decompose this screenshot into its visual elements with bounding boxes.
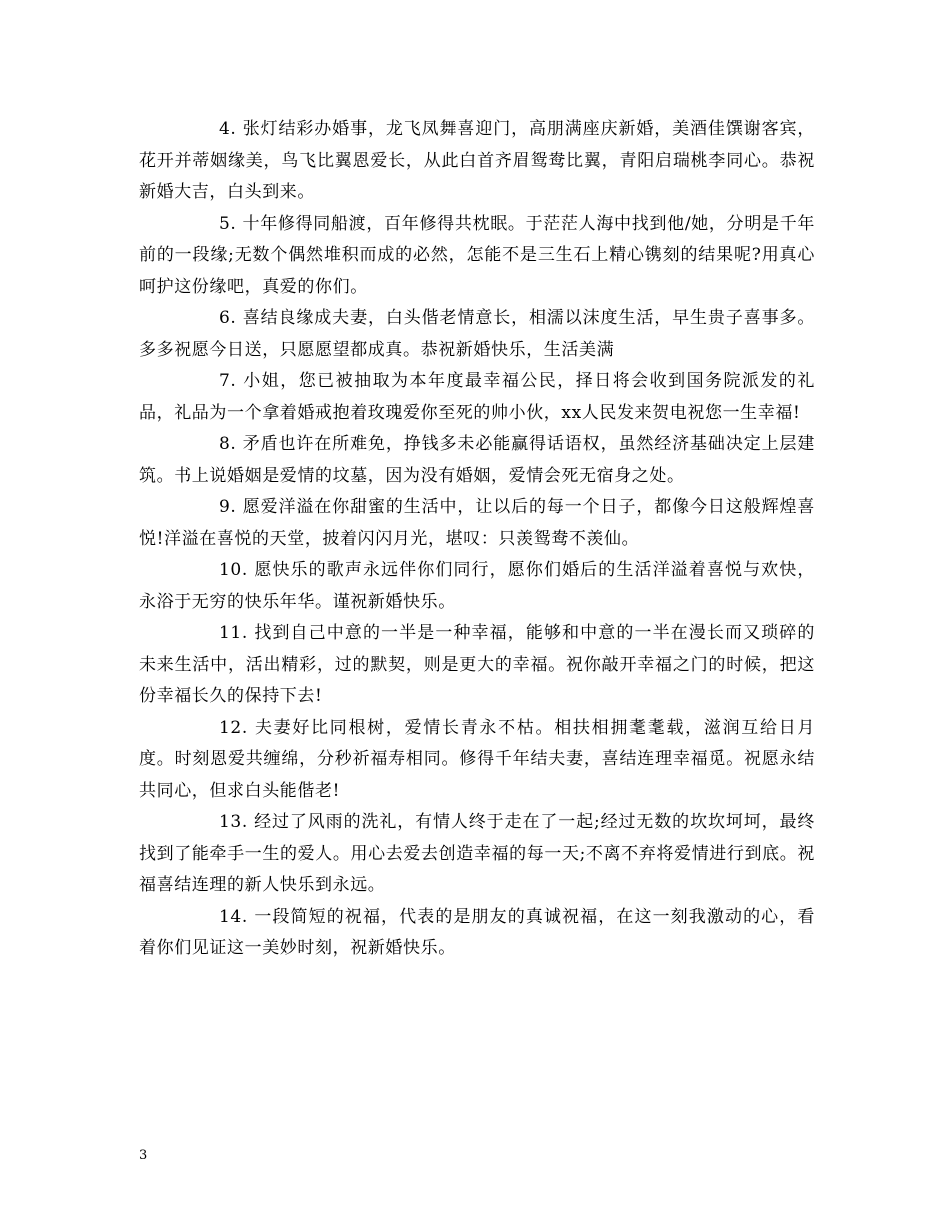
paragraph-7: 7. 小姐，您已被抽取为本年度最幸福公民，择日将会收到国务院派发的礼品，礼品为一个拿着婚戒抱着玫瑰爱你至死的帅小伙，xx人民发来贺电祝您一生幸福!: [139, 371, 815, 423]
page-number: 3: [139, 1148, 148, 1163]
paragraph-12: 12. 夫妻好比同根树，爱情长青永不枯。相扶相拥耄耄载，滋润互给日月度。时刻恩爱共缠绵，分秒祈福寿相同。修得千年结夫妻，喜结连理幸福觅。祝愿永结共同心，但求白头能偕老!: [139, 717, 815, 801]
paragraph-9: 9. 愿爱洋溢在你甜蜜的生活中，让以后的每一个日子，都像今日这般辉煌喜悦!洋溢在喜悦的天堂，披着闪闪月光，堪叹：只羡鸳鸯不羡仙。: [139, 497, 815, 549]
paragraph-11: 11. 找到自己中意的一半是一种幸福，能够和中意的一半在漫长而又琐碎的未来生活中，活出精彩，过的默契，则是更大的幸福。祝你敲开幸福之门的时候，把这份幸福长久的保持下去!: [139, 623, 815, 706]
paragraph-8: 8. 矛盾也许在所难免，挣钱多未必能赢得话语权，虽然经济基础决定上层建筑。书上说婚姻是爱情的坟墓，因为没有婚姻，爱情会死无宿身之处。: [139, 434, 815, 486]
paragraph-6: 6. 喜结良缘成夫妻，白头偕老情意长，相濡以沫度生活，早生贵子喜事多。多多祝愿今日送，只愿愿望都成真。恭祝新婚快乐，生活美满: [139, 308, 815, 360]
document-body: [139, 114, 815, 965]
paragraph-13: 13. 经过了风雨的洗礼，有情人终于走在了一起;经过无数的坎坎坷坷，最终找到了能牵手一生的爱人。用心去爱去创造幸福的每一天;不离不弃将爱情进行到底。祝福喜结连理的新人快乐到永远。: [139, 812, 815, 895]
paragraph-5: 5. 十年修得同船渡，百年修得共枕眠。于茫茫人海中找到他/她，分明是千年前的一段缘;无数个偶然堆积而成的必然，怎能不是三生石上精心镌刻的结果呢?用真心呵护这份缘吧，真爱的你们。: [139, 213, 815, 297]
paragraph-10: 10. 愿快乐的歌声永远伴你们同行，愿你们婚后的生活洋溢着喜悦与欢快，永浴于无穷的快乐年华。谨祝新婚快乐。: [139, 560, 815, 612]
paragraph-4: 4. 张灯结彩办婚事，龙飞凤舞喜迎门，高朋满座庆新婚，美酒佳馔谢客宾，花开并蒂姻缘美，鸟飞比翼恩爱长，从此白首齐眉鸳鸯比翼，青阳启瑞桃李同心。恭祝新婚大吉，白头到来。: [139, 119, 815, 202]
paragraph-14: 14. 一段简短的祝福，代表的是朋友的真诚祝福，在这一刻我激动的心，看着你们见证这一美妙时刻，祝新婚快乐。: [139, 906, 815, 958]
